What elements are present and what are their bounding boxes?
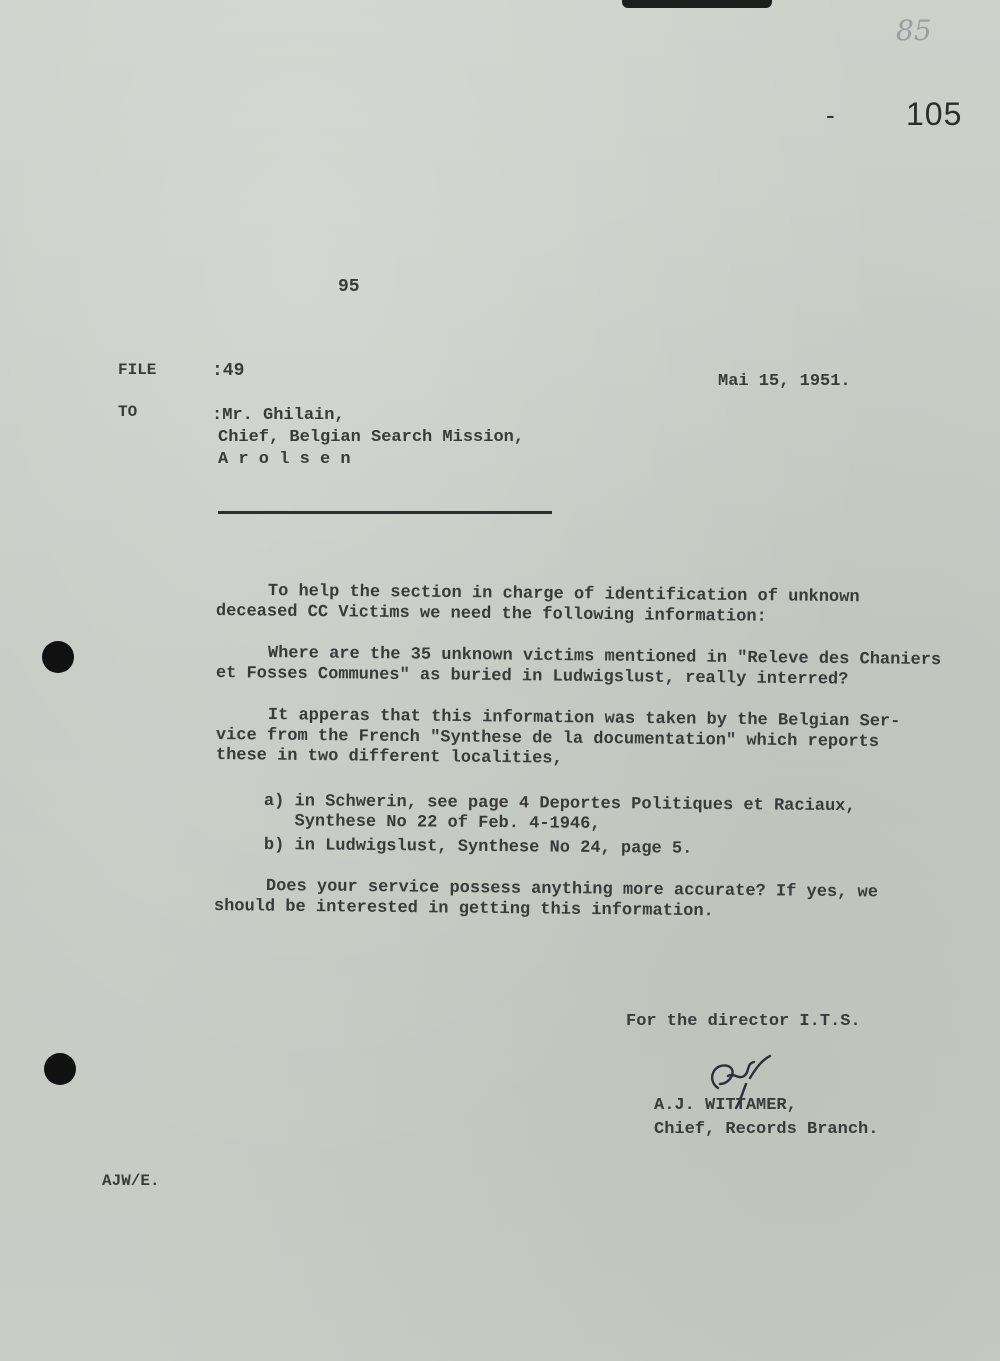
paragraph-4-line-2: should be interested in getting this information. bbox=[213, 897, 714, 922]
pencil-number: 85 bbox=[896, 14, 932, 47]
center-number: 95 bbox=[338, 277, 360, 297]
list-item-b: b) in Ludwigslust, Synthese No 24, page 5. bbox=[263, 836, 693, 859]
list-item-a-line-2: Synthese No 22 of Feb. 4-1946, bbox=[263, 812, 601, 834]
paragraph-2-line-2: et Fosses Communes" as buried in Ludwigslust, really interred? bbox=[215, 664, 849, 690]
to-label: TO bbox=[118, 403, 138, 421]
punch-hole-upper bbox=[42, 641, 74, 673]
paragraph-3-line-1: It apperas that this information was taken by the Belgian Ser- bbox=[267, 706, 901, 732]
page-dash: - bbox=[826, 100, 835, 130]
signatory-title: Chief, Records Branch. bbox=[654, 1120, 879, 1139]
paragraph-1-line-2: deceased CC Victims we need the following information: bbox=[215, 602, 767, 627]
file-label: FILE bbox=[118, 361, 157, 379]
paragraph-3-line-3: these in two different localities, bbox=[215, 746, 563, 769]
paragraph-2-line-1: Where are the 35 unknown victims mentioned in "Releve des Chaniers bbox=[267, 644, 942, 671]
recipient-line-2: Chief, Belgian Search Mission, bbox=[218, 428, 525, 447]
signatory-name: A.J. WITTAMER, bbox=[654, 1096, 797, 1115]
letter-date: Mai 15, 1951. bbox=[718, 372, 851, 391]
header-divider bbox=[218, 511, 552, 514]
recipient-line-1: :Mr. Ghilain, bbox=[212, 406, 345, 425]
paragraph-4-line-1: Does your service possess anything more accurate? If yes, we bbox=[265, 877, 879, 903]
for-director-line: For the director I.T.S. bbox=[626, 1012, 861, 1031]
paragraph-3-line-2: vice from the French "Synthese de la documentation" which reports bbox=[215, 726, 880, 752]
list-item-a-line-1: a) in Schwerin, see page 4 Deportes Politiques et Raciaux, bbox=[263, 792, 856, 817]
file-value: :49 bbox=[212, 361, 245, 381]
paragraph-1-line-1: To help the section in charge of identification of unknown bbox=[267, 582, 860, 608]
reference-initials: AJW/E. bbox=[102, 1172, 160, 1190]
folder-tab-mark bbox=[622, 0, 772, 8]
page-number: 105 bbox=[906, 96, 963, 132]
punch-hole-lower bbox=[44, 1053, 76, 1085]
recipient-line-3: A r o l s e n bbox=[218, 450, 351, 469]
